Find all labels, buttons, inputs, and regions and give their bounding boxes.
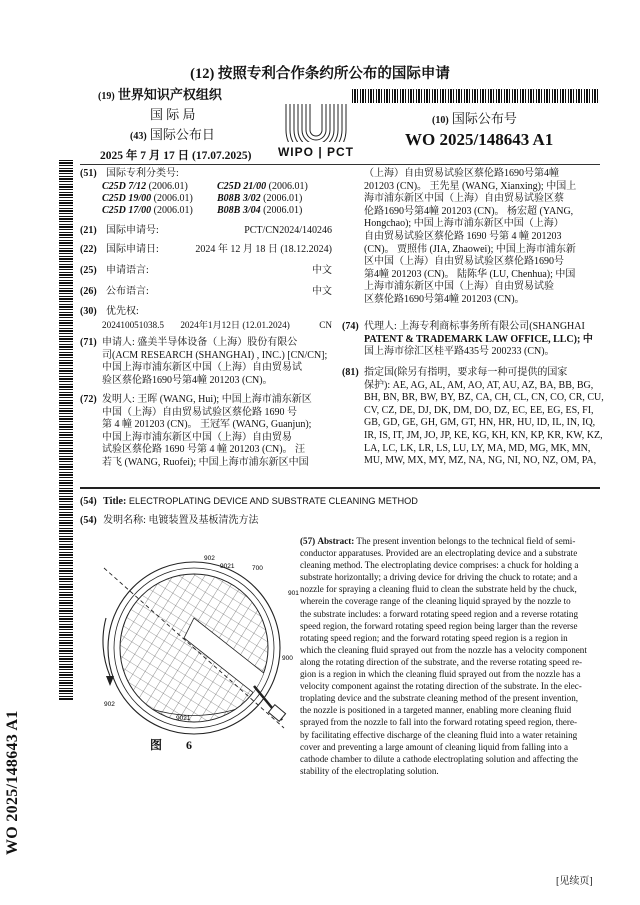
org-num: (19) xyxy=(98,91,115,102)
publication-language: (26) 公布语言: 中文 xyxy=(80,286,332,297)
agent-section: (74) 代理人: 上海专利商标事务所有限公司(SHANGHAI PATENT & TRADEMARK LAW OFFICE, LLC); 中 国上海市徐汇区桂平路435号 200233 (CN)。 xyxy=(342,321,604,359)
ipc-num: (51) xyxy=(80,168,97,179)
ipc-label: 国际专利分类号: xyxy=(106,168,179,179)
pub-date-label: 国际公布日 xyxy=(149,127,215,142)
agent-line: PATENT & TRADEMARK LAW OFFICE, LLC); 中 xyxy=(364,333,593,345)
figure-label: 9021 xyxy=(220,563,235,570)
application-number: (21) 国际申请号: PCT/CN2024/140246 xyxy=(80,225,332,236)
filing-language: (25) 申请语言: 中文 xyxy=(80,265,332,276)
pub-number-num: (10) xyxy=(432,115,449,126)
abstract-line: velocity component against the rotating direction of the substrate. In the elec- xyxy=(300,681,582,692)
applicant-line: 司(ACM RESEARCH (SHANGHAI) , INC.) [CN/CN]; xyxy=(102,349,328,361)
title-english: (54) Title: ELECTROPLATING DEVICE AND SUBSTRATE CLEANING METHOD xyxy=(80,496,418,507)
figure-label: 902 xyxy=(104,701,115,708)
abstract-line: wherein the coverage range of the cleaning liquid sprayed by the nozzle to xyxy=(300,596,571,607)
header-rule xyxy=(80,164,600,165)
inventor-line: 发明人: 王晖 (WANG, Hui); 中国上海市浦东新区 xyxy=(102,394,312,405)
figure-label: 700 xyxy=(252,565,263,572)
barcode-side xyxy=(59,160,73,700)
pub-number-value: WO 2025/148643 A1 xyxy=(405,130,554,149)
pub-date-value: 2025 年 7 月 17 日 (17.07.2025) xyxy=(100,150,252,162)
inventor-line: 若飞 (WANG, Ruofei); 中国上海市浦东新区中国 xyxy=(102,456,309,468)
nozzle-arm xyxy=(254,686,286,721)
ipc-section xyxy=(80,168,340,217)
section-rule xyxy=(80,487,600,489)
ipc-code: C25D 7/12 (2006.01) xyxy=(102,180,188,192)
designated-states: (81) 指定国(除另有指明，要求每一种可提供的国家 保护): AE, AG, AL, AM, AO, AT, AU, AZ, BA, BB, BG, BH, BN, BR, BW, BY, BZ, CA, CH, CL, CN, CO, CR, CU, CV, CZ, DE, DJ, DK, DM, DO, DZ, EC, EE, EG, ES, FI, GB, GD, GE, GH, GM, GT, HN, HR, HU, ID, IL, IN, IQ, IR, IS, IT, JM, JO, JP, KE, KG, KH, KN, KP, KR, KW, KZ, LA, LC, LK, LR, LS, LU, LY, MA, MD, MG, MK, MN, MU, MW, MX, MY, MZ, NA, NG, NI, NO, NZ, OM, PA, xyxy=(342,367,604,467)
priority-country: CN xyxy=(319,319,332,330)
ipc-code: B08B 3/02 (2006.01) xyxy=(217,192,303,204)
abstract-line: nozzle for spraying a cleaning fluid to clean the substrate held by the chuck, xyxy=(300,584,577,595)
ipc-code: B08B 3/04 (2006.01) xyxy=(217,204,303,216)
priority-section: (30) 优先权: 202410051038.5 2024年1月12日 (12.01.2024) CN xyxy=(80,306,332,330)
wipo-logo-text: WIPO | PCT xyxy=(277,145,355,159)
abstract-line: rotating speed region; and the forward rotating speed region is a region in xyxy=(300,632,568,643)
applicant-line: 申请人: 盛美半导体设备（上海）股份有限公 xyxy=(102,337,298,348)
document-title: (12) 按照专利合作条约所公布的国际申请 xyxy=(190,66,450,82)
abstract-line: speed region, the forward rotating speed region being larger than the reverse xyxy=(300,620,578,631)
pub-number-block xyxy=(405,108,605,150)
side-pub-number: WO 2025/148643 A1 xyxy=(4,710,21,855)
ipc-code: C25D 21/00 (2006.01) xyxy=(217,180,308,192)
pub-number-label: 国际公布号 xyxy=(451,111,517,126)
wipo-logo xyxy=(268,100,364,160)
figure-label: 900 xyxy=(282,655,293,662)
org-bureau: 国 际 局 xyxy=(150,107,196,122)
ipc-code: C25D 19/00 (2006.01) xyxy=(102,192,193,204)
abstract-line: (57) Abstract: The present invention belongs to the technical field of semi- xyxy=(300,536,576,546)
inventors-continued: （上海）自由贸易试验区蔡伦路1690号第4幢 201203 (CN)。 王先星 (WANG, Xianxing); 中国上 海市浦东新区中国（上海）自由贸易试验区蔡 伦路1690号第4幢 201203 (CN)。 杨宏超 (YANG, Hongchao); 中国上海市浦东新区中国（上海） 自由贸易试验区蔡伦路 1690 号第 4 幢 201203 (CN)。 贾照伟 (JIA, Zhaowei); 中国上海市浦东新 区中国（上海）自由贸易试验区蔡伦路1690号 第4幢 201203 (CN)。 陆陈华 (LU, Chenhua); 中国 上海市浦东新区中国（上海）自由贸易试验 区蔡伦路1690号第4幢 201203 (CN)。 xyxy=(364,168,577,305)
abstract-line: cathode chamber to dilute a cathode electroplating solution and affecting the xyxy=(300,753,579,764)
agent-line: 国上海市徐汇区桂平路435号 200233 (CN)。 xyxy=(364,346,555,358)
filing-date: (22) 国际申请日: 2024 年 12 月 18 日 (18.12.2024) xyxy=(80,244,332,255)
continued-note: [见续页] xyxy=(556,876,593,887)
abstract-line: substrate horizontally; a driving device for driving the chuck to rotate; and a xyxy=(300,572,578,583)
figure-label: 901 xyxy=(288,590,299,597)
inventor-line: 试验区蔡伦路 1690 号第 4 幢 201203 (CN)。 汪 xyxy=(102,444,306,456)
abstract-line: conductor apparatuses. Provided are an electroplating device and a substrate xyxy=(300,548,578,559)
inventor-line: 第 4 幢 201203 (CN)。 王冠军 (WANG, Guanjun); xyxy=(102,419,312,431)
title-chinese: (54) 发明名称: 电镀装置及基板清洗方法 xyxy=(80,515,259,526)
org-name: 世界知识产权组织 xyxy=(117,87,222,102)
inventor-line: 中国（上海）自由贸易试验区蔡伦路 1690 号 xyxy=(102,406,297,418)
abstract-line: by facilitating effective discharge of the cleaning fluid into a water retaining xyxy=(300,729,578,740)
abstract xyxy=(300,535,600,777)
figure-label: 902 xyxy=(204,555,215,562)
abstract-line: cover and preventing a large amount of cleaning liquid from falling into a xyxy=(300,741,569,752)
ipc-codes xyxy=(80,181,340,217)
figure-caption: 图 6 xyxy=(150,738,193,752)
figure-drawing xyxy=(84,548,304,748)
abstract-line: along the rotating direction of the substrate, and the reverse rotating speed re- xyxy=(300,656,583,667)
abstract-line: sprayed from the nozzle to fall into the forward rotating speed region, there- xyxy=(300,717,578,728)
applicant-section: (71) 申请人: 盛美半导体设备（上海）股份有限公 司(ACM RESEARCH (SHANGHAI) , INC.) [CN/CN]; 中国上海市浦东新区中国（上海）自由贸易试 验区蔡伦路1690号第4幢 201203 (CN)。 xyxy=(80,337,340,387)
inventor-line: 中国上海市浦东新区中国（上海）自由贸易 xyxy=(102,431,292,443)
abstract-line: gion is a region in which the cleaning fluid sprayed out from the nozzle has a xyxy=(300,669,581,680)
abstract-line: troplating device and the substrate cleaning method of the present invention, xyxy=(300,693,579,704)
applicant-line: 中国上海市浦东新区中国（上海）自由贸易试 xyxy=(102,362,302,374)
org-block xyxy=(98,84,268,123)
abstract-line: stability of the electroplating solution. xyxy=(300,765,439,776)
abstract-line: the nozzle is positioned in a targeted manner, enabling more cleaning fluid xyxy=(300,705,572,716)
abstract-line: which the cleaning fluid sprayed out from the nozzle has a velocity component xyxy=(300,644,587,655)
barcode-top xyxy=(352,89,599,103)
inventors-section: (72) 发明人: 王晖 (WANG, Hui); 中国上海市浦东新区 中国（上海）自由贸易试验区蔡伦路 1690 号 第 4 幢 201203 (CN)。 王冠军 (WANG, Guanjun); 中国上海市浦东新区中国（上海）自由贸易 试验区蔡伦路 1690 号第 4 幢 201203 (CN)。 汪 若飞 (WANG, Ruofei); 中国上海市浦东新区中国 xyxy=(80,394,340,470)
figure-label: 9021 xyxy=(176,715,191,722)
rotation-arrow xyxy=(103,618,110,676)
wafer-figure xyxy=(84,548,304,748)
priority-date: 2024年1月12日 (12.01.2024) xyxy=(180,319,290,330)
agent-line: 代理人: 上海专利商标事务所有限公司(SHANGHAI xyxy=(364,321,585,332)
wipo-emblem-icon xyxy=(268,100,364,142)
priority-number: 202410051038.5 xyxy=(102,319,165,330)
ipc-code: C25D 17/00 (2006.01) xyxy=(102,204,193,216)
abstract-line: the substrate includes: a forward rotating speed region and a reverse rotating xyxy=(300,608,579,619)
applicant-line: 验区蔡伦路1690号第4幢 201203 (CN)。 xyxy=(102,374,273,386)
abstract-line: cleaning method. The electroplating device comprises: a chuck for holding a xyxy=(300,560,579,571)
pub-date-num: (43) xyxy=(130,131,147,142)
